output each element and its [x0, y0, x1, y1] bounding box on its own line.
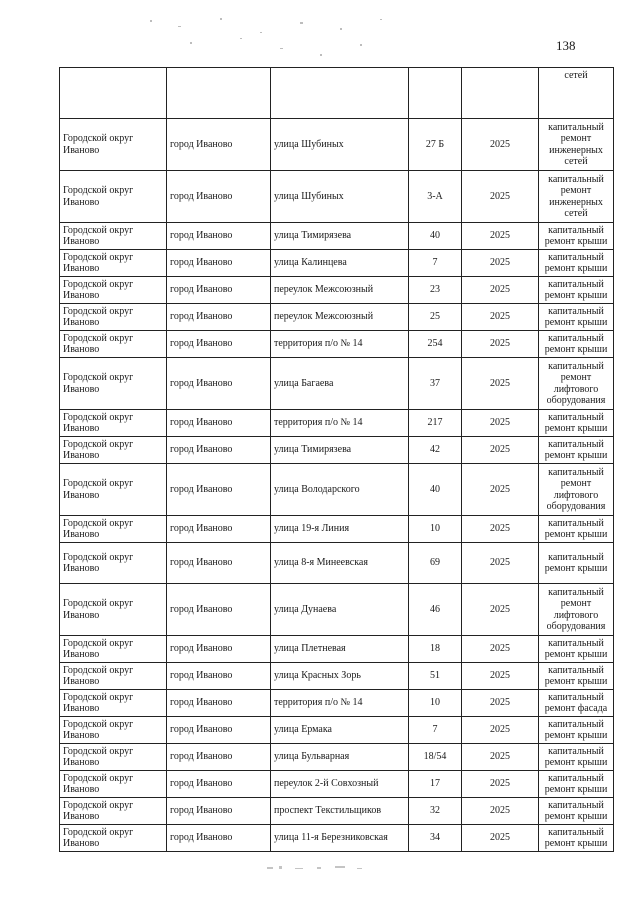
city-cell: город Иваново	[167, 223, 271, 250]
house-number-cell: 17	[409, 771, 462, 798]
work-type-cell: капитальный ремонт крыши	[539, 543, 614, 584]
work-type-cell: капитальный ремонт инженерных сетей	[539, 171, 614, 223]
table-row	[60, 798, 614, 825]
year-cell: 2025	[462, 410, 539, 437]
city-cell: город Иваново	[167, 250, 271, 277]
city-cell: город Иваново	[167, 304, 271, 331]
house-number-cell: 254	[409, 331, 462, 358]
street-cell: улица Тимирязева	[271, 437, 409, 464]
street-cell: проспект Текстильщиков	[271, 798, 409, 825]
city-cell: город Иваново	[167, 543, 271, 584]
table-row	[60, 171, 614, 223]
footer-scan-noise	[265, 863, 385, 873]
district-cell: Городской округ Иваново	[60, 771, 167, 798]
table-row	[60, 690, 614, 717]
year-cell: 2025	[462, 771, 539, 798]
year-cell: 2025	[462, 717, 539, 744]
year-cell: 2025	[462, 516, 539, 543]
house-cell	[409, 68, 462, 119]
year-cell: 2025	[462, 636, 539, 663]
house-number-cell: 10	[409, 690, 462, 717]
district-cell: Городской округ Иваново	[60, 825, 167, 852]
work-type-cell: сетей	[539, 68, 614, 119]
table-row	[60, 119, 614, 171]
year-cell: 2025	[462, 250, 539, 277]
year-cell: 2025	[462, 798, 539, 825]
scan-noise	[130, 12, 430, 62]
district-cell: Городской округ Иваново	[60, 690, 167, 717]
city-cell: город Иваново	[167, 798, 271, 825]
district-cell	[60, 68, 167, 119]
year-cell: 2025	[462, 690, 539, 717]
table-row	[60, 304, 614, 331]
street-cell: улица Тимирязева	[271, 223, 409, 250]
street-cell: территория п/о № 14	[271, 410, 409, 437]
city-cell: город Иваново	[167, 358, 271, 410]
work-type-cell: капитальный ремонт крыши	[539, 744, 614, 771]
table-body	[60, 68, 614, 852]
page-number: 138	[556, 38, 576, 53]
city-cell: город Иваново	[167, 717, 271, 744]
district-cell: Городской округ Иваново	[60, 304, 167, 331]
city-cell: город Иваново	[167, 825, 271, 852]
street-cell: территория п/о № 14	[271, 331, 409, 358]
work-type-cell: капитальный ремонт крыши	[539, 798, 614, 825]
house-number-cell: 32	[409, 798, 462, 825]
district-cell: Городской округ Иваново	[60, 744, 167, 771]
year-cell: 2025	[462, 277, 539, 304]
district-cell: Городской округ Иваново	[60, 798, 167, 825]
district-cell: Городской округ Иваново	[60, 543, 167, 584]
district-cell: Городской округ Иваново	[60, 584, 167, 636]
district-cell: Городской округ Иваново	[60, 663, 167, 690]
street-cell: улица Калинцева	[271, 250, 409, 277]
city-cell: город Иваново	[167, 119, 271, 171]
work-type-cell: капитальный ремонт крыши	[539, 437, 614, 464]
work-type-cell: капитальный ремонт крыши	[539, 663, 614, 690]
table-row	[60, 771, 614, 798]
work-type-cell: капитальный ремонт крыши	[539, 636, 614, 663]
district-cell: Городской округ Иваново	[60, 464, 167, 516]
street-cell: улица Дунаева	[271, 584, 409, 636]
table-row	[60, 464, 614, 516]
house-number-cell: 18/54	[409, 744, 462, 771]
street-cell: улица Шубиных	[271, 119, 409, 171]
house-number-cell: 46	[409, 584, 462, 636]
district-cell: Городской округ Иваново	[60, 250, 167, 277]
year-cell: 2025	[462, 171, 539, 223]
year-cell: 2025	[462, 825, 539, 852]
house-number-cell: 23	[409, 277, 462, 304]
table-row	[60, 825, 614, 852]
work-type-cell: капитальный ремонт крыши	[539, 771, 614, 798]
street-cell: улица Красных Зорь	[271, 663, 409, 690]
repair-schedule-table	[59, 67, 614, 852]
table-row	[60, 663, 614, 690]
work-type-cell: капитальный ремонт крыши	[539, 717, 614, 744]
district-cell: Городской округ Иваново	[60, 516, 167, 543]
year-cell	[462, 68, 539, 119]
district-cell: Городской округ Иваново	[60, 119, 167, 171]
year-cell: 2025	[462, 437, 539, 464]
work-type-cell: капитальный ремонт лифтового оборудования	[539, 358, 614, 410]
street-cell: улица Багаева	[271, 358, 409, 410]
street-cell: улица 11-я Березниковская	[271, 825, 409, 852]
year-cell: 2025	[462, 584, 539, 636]
table-row	[60, 223, 614, 250]
table-row	[60, 331, 614, 358]
table-row	[60, 250, 614, 277]
house-number-cell: 51	[409, 663, 462, 690]
house-number-cell: 37	[409, 358, 462, 410]
year-cell: 2025	[462, 543, 539, 584]
city-cell: город Иваново	[167, 331, 271, 358]
city-cell: город Иваново	[167, 636, 271, 663]
district-cell: Городской округ Иваново	[60, 410, 167, 437]
work-type-cell: капитальный ремонт крыши	[539, 304, 614, 331]
continuation-row	[60, 68, 614, 119]
district-cell: Городской округ Иваново	[60, 331, 167, 358]
district-cell: Городской округ Иваново	[60, 358, 167, 410]
table-row	[60, 543, 614, 584]
year-cell: 2025	[462, 744, 539, 771]
street-cell: улица 19-я Линия	[271, 516, 409, 543]
table-row	[60, 410, 614, 437]
year-cell: 2025	[462, 223, 539, 250]
city-cell: город Иваново	[167, 744, 271, 771]
house-number-cell: 40	[409, 464, 462, 516]
city-cell: город Иваново	[167, 277, 271, 304]
street-cell: переулок 2-й Совхозный	[271, 771, 409, 798]
table-row	[60, 744, 614, 771]
city-cell: город Иваново	[167, 663, 271, 690]
district-cell: Городской округ Иваново	[60, 636, 167, 663]
house-number-cell: 18	[409, 636, 462, 663]
house-number-cell: 42	[409, 437, 462, 464]
year-cell: 2025	[462, 358, 539, 410]
table-row	[60, 717, 614, 744]
city-cell	[167, 68, 271, 119]
house-number-cell: 69	[409, 543, 462, 584]
district-cell: Городской округ Иваново	[60, 171, 167, 223]
street-cell: территория п/о № 14	[271, 690, 409, 717]
house-number-cell: 40	[409, 223, 462, 250]
year-cell: 2025	[462, 663, 539, 690]
year-cell: 2025	[462, 304, 539, 331]
street-cell: улица 8-я Минеевская	[271, 543, 409, 584]
work-type-cell: капитальный ремонт крыши	[539, 825, 614, 852]
work-type-cell: капитальный ремонт лифтового оборудования	[539, 464, 614, 516]
year-cell: 2025	[462, 331, 539, 358]
work-type-cell: капитальный ремонт крыши	[539, 277, 614, 304]
city-cell: город Иваново	[167, 771, 271, 798]
work-type-cell: капитальный ремонт крыши	[539, 250, 614, 277]
work-type-cell: капитальный ремонт крыши	[539, 516, 614, 543]
city-cell: город Иваново	[167, 171, 271, 223]
house-number-cell: 34	[409, 825, 462, 852]
street-cell	[271, 68, 409, 119]
district-cell: Городской округ Иваново	[60, 277, 167, 304]
city-cell: город Иваново	[167, 516, 271, 543]
house-number-cell: 7	[409, 717, 462, 744]
street-cell: переулок Межсоюзный	[271, 277, 409, 304]
work-type-cell: капитальный ремонт крыши	[539, 331, 614, 358]
work-type-cell: капитальный ремонт инженерных сетей	[539, 119, 614, 171]
table-row	[60, 437, 614, 464]
table-row	[60, 516, 614, 543]
house-number-cell: 27 Б	[409, 119, 462, 171]
street-cell: улица Ермака	[271, 717, 409, 744]
district-cell: Городской округ Иваново	[60, 717, 167, 744]
work-type-cell: капитальный ремонт лифтового оборудования	[539, 584, 614, 636]
work-type-cell: капитальный ремонт фасада	[539, 690, 614, 717]
street-cell: улица Шубиных	[271, 171, 409, 223]
work-type-cell: капитальный ремонт крыши	[539, 223, 614, 250]
street-cell: улица Плетневая	[271, 636, 409, 663]
house-number-cell: 7	[409, 250, 462, 277]
house-number-cell: 25	[409, 304, 462, 331]
city-cell: город Иваново	[167, 410, 271, 437]
table-row	[60, 636, 614, 663]
table-row	[60, 584, 614, 636]
district-cell: Городской округ Иваново	[60, 223, 167, 250]
city-cell: город Иваново	[167, 464, 271, 516]
house-number-cell: 10	[409, 516, 462, 543]
house-number-cell: 3-А	[409, 171, 462, 223]
table-row	[60, 277, 614, 304]
street-cell: переулок Межсоюзный	[271, 304, 409, 331]
work-type-cell: капитальный ремонт крыши	[539, 410, 614, 437]
city-cell: город Иваново	[167, 437, 271, 464]
year-cell: 2025	[462, 464, 539, 516]
house-number-cell: 217	[409, 410, 462, 437]
table-row	[60, 358, 614, 410]
street-cell: улица Бульварная	[271, 744, 409, 771]
street-cell: улица Володарского	[271, 464, 409, 516]
year-cell: 2025	[462, 119, 539, 171]
city-cell: город Иваново	[167, 584, 271, 636]
district-cell: Городской округ Иваново	[60, 437, 167, 464]
city-cell: город Иваново	[167, 690, 271, 717]
